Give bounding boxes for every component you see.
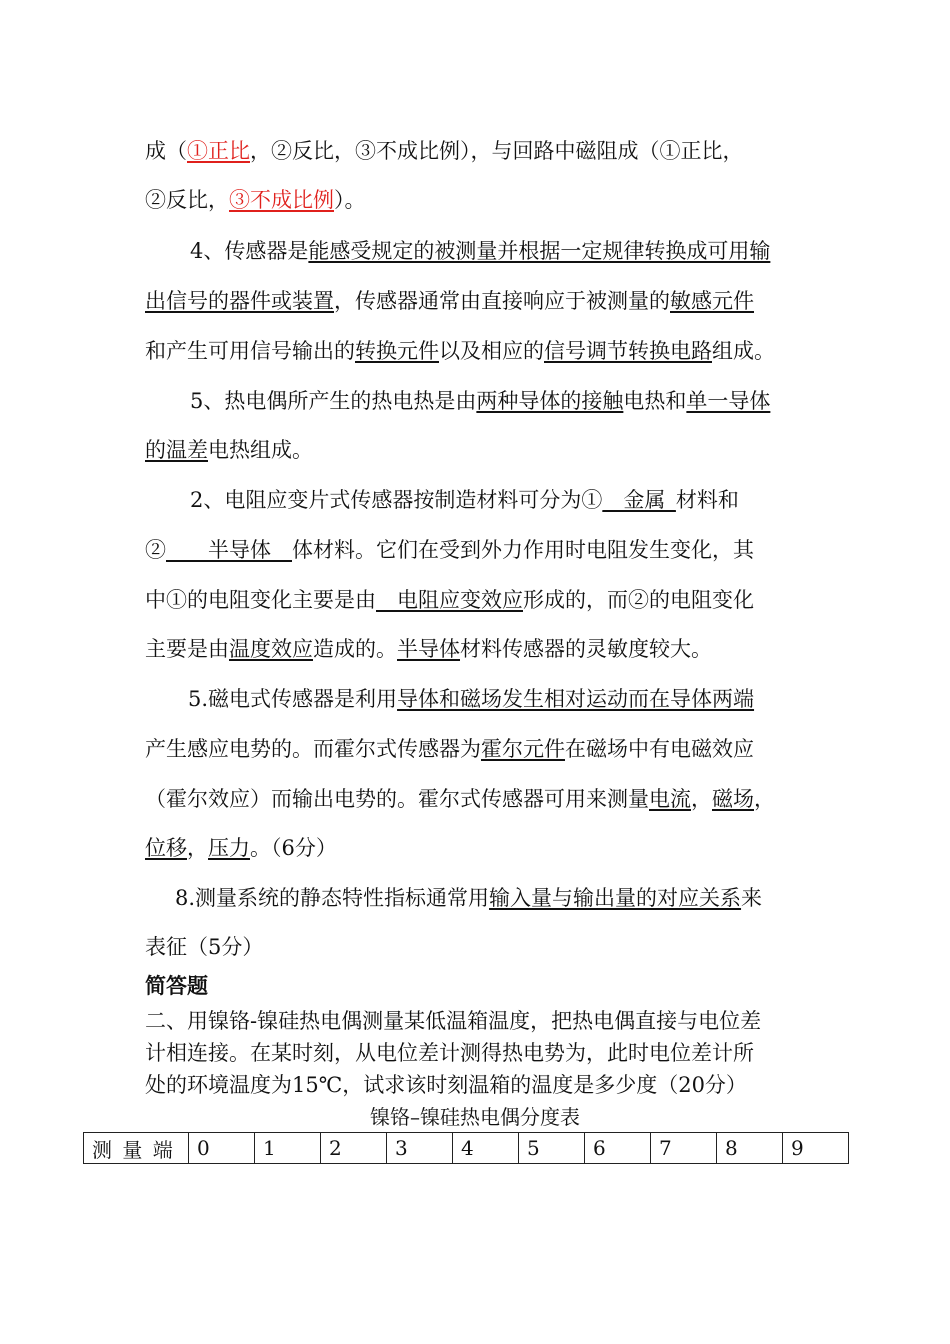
answer: 单一导体 bbox=[686, 389, 771, 413]
answer: 敏感元件 bbox=[670, 289, 754, 313]
text: ）。 bbox=[334, 188, 366, 212]
answer: ____半导体__ bbox=[166, 538, 292, 562]
table-header-cell: 8 bbox=[717, 1133, 783, 1164]
text: ， bbox=[187, 836, 208, 860]
answer: 磁场 bbox=[712, 787, 754, 811]
text: 在磁场中有电磁效应 bbox=[565, 737, 754, 761]
answer: 能感受规定的被测量并根据一定规律转换成可用输 bbox=[308, 239, 771, 263]
text: 造成的。 bbox=[313, 637, 397, 661]
text: 2、电阻应变片式传感器按制造材料可分为① bbox=[190, 488, 603, 512]
table-header-cell: 7 bbox=[651, 1133, 717, 1164]
answer: 的温差 bbox=[145, 438, 208, 462]
text: 5.磁电式传感器是利用 bbox=[188, 687, 398, 711]
answer: 电流 bbox=[649, 787, 691, 811]
text: 组成。 bbox=[712, 339, 775, 363]
section-title: 简答题 bbox=[145, 973, 208, 998]
q2-line1 bbox=[190, 485, 870, 515]
table-header-cell: 6 bbox=[585, 1133, 651, 1164]
text: ②反比， bbox=[145, 188, 229, 212]
answer: __电阻应变效应 bbox=[376, 588, 523, 612]
q5b-line3 bbox=[145, 784, 825, 814]
text: ， bbox=[691, 787, 712, 811]
answer: 压力 bbox=[208, 836, 250, 860]
q-two-line3: 处的环境温度为15℃，试求该时刻温箱的温度是多少度（20分） bbox=[145, 1073, 747, 1097]
text: 成（ bbox=[145, 139, 187, 163]
q5b-line1 bbox=[188, 684, 868, 714]
text: 8.测量系统的静态特性指标通常用 bbox=[175, 886, 490, 910]
q5b-line4 bbox=[145, 833, 825, 863]
table-header-cell: 1 bbox=[255, 1133, 321, 1164]
para1-line1 bbox=[145, 136, 825, 166]
answer-red: ③不成比例 bbox=[229, 188, 334, 212]
table-header-cell: 2 bbox=[321, 1133, 387, 1164]
answer: 信号调节转换电路 bbox=[544, 339, 712, 363]
text: ，传感器通常由直接响应于被测量的 bbox=[334, 289, 670, 313]
answer: 出信号的器件或装置 bbox=[145, 289, 334, 313]
table-header-cell: 3 bbox=[387, 1133, 453, 1164]
text: 4、传感器是 bbox=[190, 239, 309, 263]
q4-line2 bbox=[145, 286, 825, 316]
table-header-cell: 9 bbox=[783, 1133, 849, 1164]
text: 主要是由 bbox=[145, 637, 229, 661]
text: ，②反比，③不成比例），与回路中磁阻成（①正比， bbox=[250, 139, 744, 163]
text: 体材料。它们在受到外力作用时电阻发生变化，其 bbox=[292, 538, 754, 562]
text: 来 bbox=[741, 886, 763, 910]
answer: 输入量与输出量的对应关系 bbox=[489, 886, 742, 910]
q5b-line2 bbox=[145, 734, 825, 764]
table-header-cell: 0 bbox=[189, 1133, 255, 1164]
text: 形成的，而②的电阻变化 bbox=[523, 588, 754, 612]
answer: 霍尔元件 bbox=[481, 737, 565, 761]
text: 。（6分） bbox=[250, 836, 337, 860]
q4-line1 bbox=[190, 236, 870, 266]
q2-line2 bbox=[145, 535, 825, 565]
answer-red: ①正比 bbox=[187, 139, 250, 163]
table-header-cell: 5 bbox=[519, 1133, 585, 1164]
para1-line2 bbox=[145, 185, 825, 215]
text: 材料传感器的灵敏度较大。 bbox=[460, 637, 712, 661]
text: 中①的电阻变化主要是由 bbox=[145, 588, 376, 612]
text: 产生感应电势的。而霍尔式传感器为 bbox=[145, 737, 481, 761]
table-header-cell: 测 量 端 bbox=[84, 1133, 189, 1164]
answer: __金属_ bbox=[602, 488, 676, 512]
table-title: 镍铬–镍硅热电偶分度表 bbox=[370, 1105, 580, 1129]
text: 和产生可用信号输出的 bbox=[145, 339, 355, 363]
answer: 导体和磁场发生相对运动而在导体两端 bbox=[397, 687, 755, 711]
text: （霍尔效应）而输出电势的。霍尔式传感器可用来测量 bbox=[145, 787, 649, 811]
q8-line1 bbox=[175, 883, 855, 913]
q-two-line1: 二、用镍铬-镍硅热电偶测量某低温箱温度，把热电偶直接与电位差 bbox=[145, 1009, 762, 1033]
q5a-line2 bbox=[145, 435, 825, 465]
q2-line3 bbox=[145, 585, 825, 615]
answer: 位移 bbox=[145, 836, 187, 860]
q5a-line1 bbox=[190, 386, 870, 416]
text: 以及相应的 bbox=[439, 339, 544, 363]
text: ② bbox=[145, 538, 166, 562]
answer: 温度效应 bbox=[229, 637, 313, 661]
answer: 转换元件 bbox=[355, 339, 439, 363]
table-row bbox=[84, 1133, 849, 1164]
table-header-cell: 4 bbox=[453, 1133, 519, 1164]
text: 电热和 bbox=[623, 389, 687, 413]
text: 材料和 bbox=[675, 488, 739, 512]
q8-line2 bbox=[145, 932, 825, 962]
answer: 两种导体的接触 bbox=[476, 389, 624, 413]
text: 电热组成。 bbox=[208, 438, 313, 462]
q2-line4 bbox=[145, 634, 825, 664]
answer: 半导体 bbox=[397, 637, 460, 661]
text: 表征（5分） bbox=[145, 935, 264, 959]
q-two-line2: 计相连接。在某时刻，从电位差计测得热电势为，此时电位差计所 bbox=[145, 1041, 754, 1065]
grade-table bbox=[83, 1132, 849, 1164]
text: ， bbox=[754, 787, 775, 811]
text: 5、热电偶所产生的热电热是由 bbox=[190, 389, 477, 413]
q4-line3 bbox=[145, 336, 825, 366]
